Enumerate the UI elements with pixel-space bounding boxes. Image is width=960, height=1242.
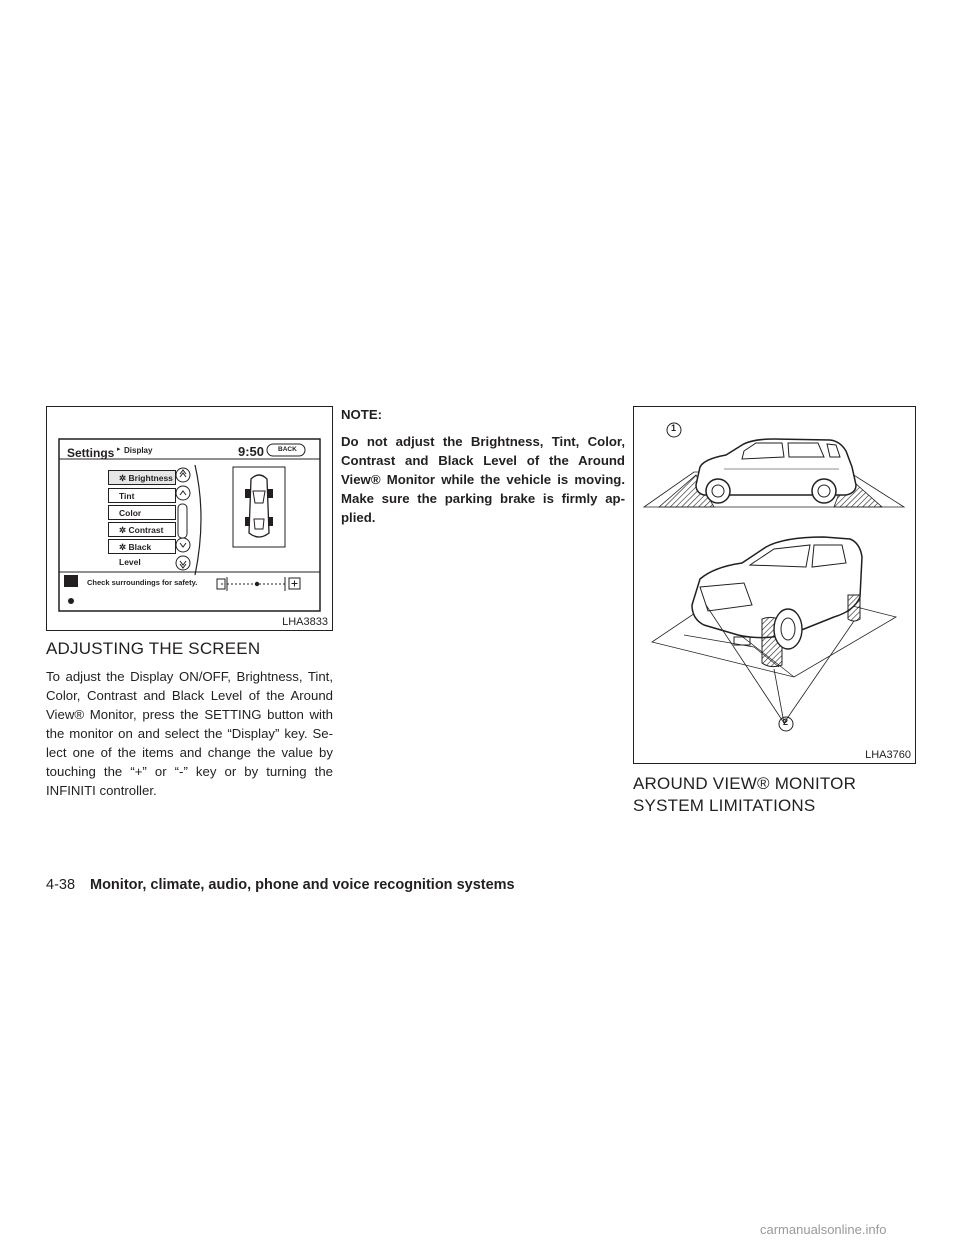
menu-item-contrast[interactable]: ✲ Contrast	[108, 522, 176, 537]
back-button[interactable]: BACK	[278, 446, 297, 453]
figure-settings-display	[46, 406, 333, 631]
menu-item-black-level[interactable]: ✲ Black Level	[108, 539, 176, 554]
section-heading-system-limitations-line1: AROUND VIEW® MONITOR	[633, 774, 857, 793]
footer-chapter-title: Monitor, climate, audio, phone and voice recognition systems	[90, 877, 515, 893]
section-body-adjusting-screen: To adjust the Display ON/OFF, Brightness, Tint, Color, Contrast and Black Level of the Around View® Monitor, press the SETTING button with the monitor on and select the “Display” key. Se- lect one of the items and change the value by touching the “+” or “-” key or by turning the INFINITI controller.	[46, 669, 333, 798]
menu-item-tint[interactable]: Tint	[108, 488, 176, 503]
section-heading-adjusting-screen: ADJUSTING THE SCREEN	[46, 639, 261, 658]
note-heading: NOTE:	[341, 407, 383, 422]
section-heading-system-limitations-line2: SYSTEM LIMITATIONS	[633, 796, 816, 815]
status-warning-text: Check surroundings for safety.	[87, 578, 198, 587]
settings-screen-illustration	[47, 407, 332, 630]
black-level-icon: ✲	[119, 542, 127, 552]
figure-around-view-limitations	[633, 406, 916, 764]
screen-clock: 9:50	[238, 444, 265, 459]
screen-title: Settings	[67, 446, 115, 460]
callout-2: 2	[783, 717, 789, 727]
figure-label: LHA3760	[865, 749, 911, 761]
screen-breadcrumb-arrow-icon: ▸	[117, 446, 121, 453]
figure-label: LHA3833	[282, 616, 328, 628]
menu-item-brightness[interactable]: ✲ Brightness	[108, 470, 176, 485]
brightness-icon: ✲	[119, 473, 127, 483]
vehicle-camera-coverage-illustration	[634, 407, 915, 763]
callout-1: 1	[671, 423, 677, 433]
note-body: Do not adjust the Brightness, Tint, Color, Contrast and Black Level of the Around View® Monitor while the vehicle is moving. Make sure the parking brake is firmly ap- plied.	[341, 434, 625, 525]
watermark: carmanualsonline.info	[760, 1222, 887, 1237]
contrast-icon: ✲	[119, 525, 127, 535]
footer-page-number: 4-38	[46, 877, 76, 893]
screen-breadcrumb: Display	[124, 446, 153, 455]
menu-item-color[interactable]: Color	[108, 505, 176, 520]
